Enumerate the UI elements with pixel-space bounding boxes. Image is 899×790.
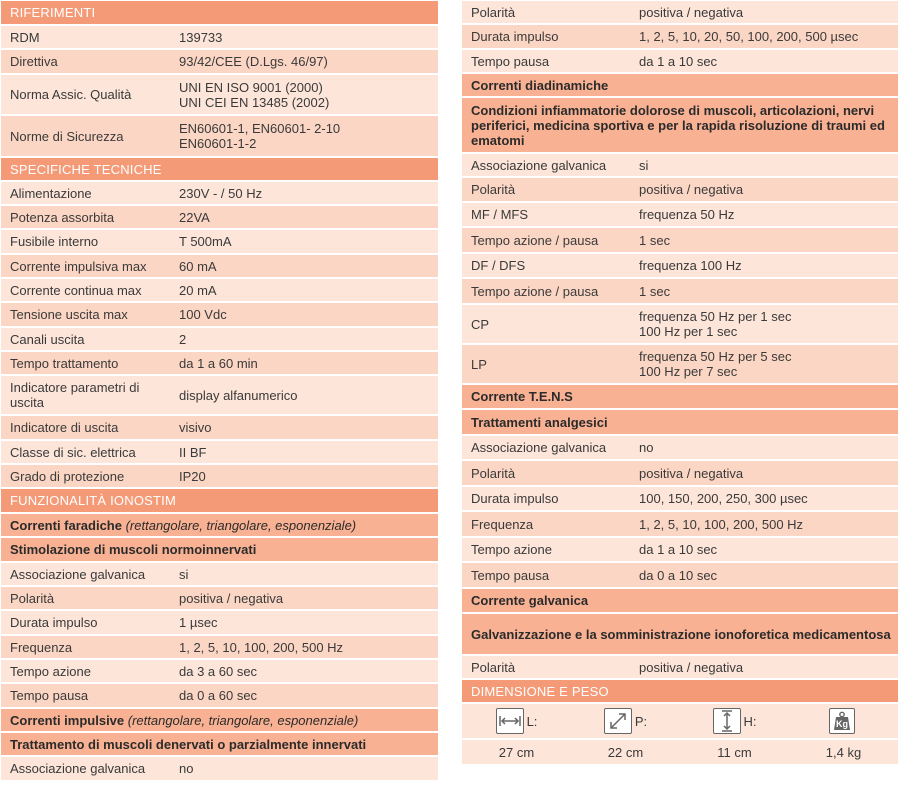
spec-value: 1, 2, 5, 10, 100, 200, 500 Hz [639, 516, 804, 532]
spec-label: RDM [10, 29, 40, 45]
spec-label: Grado di protezione [10, 468, 125, 484]
spec-row [462, 279, 898, 303]
spec-label: Tensione uscita max [10, 307, 128, 322]
spec-row [1, 206, 438, 228]
spec-row [462, 656, 898, 678]
subsection-text [10, 542, 256, 557]
dimension-cell [571, 704, 680, 738]
spec-value: si [639, 157, 649, 173]
spec-value: positiva / negativa [639, 465, 744, 481]
spec-value: da 0 a 60 sec [179, 688, 258, 703]
left-column [1, 1, 438, 782]
spec-label: Polarità [471, 4, 516, 20]
spec-label: Potenza assorbita [10, 209, 115, 225]
spec-label: Tempo pausa [471, 53, 550, 69]
spec-value: 100, 150, 200, 250, 300 µsec [639, 491, 808, 506]
dimension-value: 1,4 kg [825, 744, 862, 760]
subsection-title: Galvanizzazione e la somministrazione ionoforetica medicamentosa [471, 626, 891, 642]
spec-row [1, 376, 438, 414]
spec-value: 1 sec [639, 283, 671, 299]
spec-row [462, 178, 898, 201]
spec-label: Indicatore parametri di uscita [10, 380, 140, 410]
width-arrow-icon [496, 708, 524, 734]
spec-value: 139733 [179, 29, 223, 45]
spec-value: 60 mA [179, 258, 217, 274]
subsection-title: Corrente galvanica [471, 593, 589, 608]
spec-row [462, 563, 898, 587]
subsection-header [1, 538, 438, 561]
spec-label: Polarità [471, 659, 516, 675]
section-header: DIMENSIONE E PESO [462, 680, 898, 702]
spec-label: Fusibile interno [10, 234, 99, 249]
spec-row [1, 182, 438, 204]
spec-label: Polarità [10, 590, 55, 606]
dimension-values-row [462, 740, 898, 764]
spec-value: positiva / negativa [179, 590, 284, 606]
spec-label: Indicatore di uscita [10, 420, 119, 435]
spec-label: Tempo azione / pausa [471, 283, 599, 299]
spec-label: Associazione galvanica [10, 566, 146, 582]
spec-row [1, 757, 438, 780]
spec-value: frequenza 50 Hz per 1 sec 100 Hz per 1 sec [639, 309, 792, 339]
spec-label: Durata impulso [471, 491, 559, 506]
spec-row [1, 636, 438, 658]
spec-row [1, 230, 438, 253]
spec-label: Canali uscita [10, 331, 85, 347]
spec-value: da 1 a 60 min [179, 355, 258, 371]
subsection-title: Correnti faradiche [10, 517, 122, 533]
subsection-header [462, 98, 898, 152]
dimension-label: L: [526, 713, 538, 729]
spec-label: DF / DFS [471, 258, 526, 273]
height-arrow-icon [713, 708, 741, 734]
spec-value: 1, 2, 5, 10, 100, 200, 500 Hz [179, 639, 344, 655]
subsection-header [462, 589, 898, 612]
spec-value: da 3 a 60 sec [179, 663, 258, 679]
spec-row [1, 587, 438, 609]
spec-row [1, 303, 438, 326]
spec-row [1, 684, 438, 707]
spec-value: da 1 a 10 sec [639, 542, 718, 557]
spec-row [1, 465, 438, 487]
spec-value: 1 sec [639, 232, 671, 248]
spec-row [1, 26, 438, 48]
dimension-cell [789, 704, 898, 738]
subsection-text [471, 389, 573, 404]
spec-row [462, 254, 898, 277]
subsection-title: Corrente T.E.N.S [471, 389, 573, 404]
spec-row [1, 279, 438, 301]
spec-label: Direttiva [10, 54, 58, 69]
subsection-text [471, 415, 608, 430]
spec-value: IP20 [179, 468, 206, 484]
spec-value: da 1 a 10 sec [639, 53, 718, 69]
spec-label: Alimentazione [10, 185, 92, 201]
spec-label: Tempo azione [471, 542, 552, 557]
subsection-title: Trattamenti analgesici [471, 414, 608, 430]
subsection-title: Condizioni infiammatorie dolorose di muscoli, articolazioni, nervi periferici, medicina sportiva e per la rapida risoluzione di traumi ed ematomi [471, 102, 885, 148]
dimension-value: 22 cm [607, 744, 644, 760]
spec-label: Associazione galvanica [471, 440, 607, 455]
spec-row [462, 1, 898, 23]
dimension-label: P: [634, 713, 648, 729]
spec-row [462, 538, 898, 561]
spec-value: da 0 a 10 sec [639, 567, 718, 583]
spec-value: II BF [179, 444, 207, 460]
spec-label: Norma Assic. Qualità [10, 87, 132, 102]
subsection-header [1, 514, 438, 536]
spec-row [462, 487, 898, 510]
spec-label: Tempo trattamento [10, 355, 119, 371]
spec-row [462, 436, 898, 459]
spec-label: Durata impulso [471, 29, 559, 44]
spec-label: Tempo azione / pausa [471, 232, 599, 248]
dimension-icons-row [462, 704, 898, 738]
subsection-text [471, 78, 608, 93]
subsection-header [462, 74, 898, 96]
spec-value: T 500mA [179, 234, 232, 249]
spec-label: Associazione galvanica [471, 157, 607, 173]
subsection-text [10, 737, 366, 752]
spec-value: frequenza 50 Hz per 5 sec 100 Hz per 7 sec [639, 349, 792, 379]
spec-value: 2 [179, 331, 187, 347]
spec-row [462, 228, 898, 252]
subsection-text [10, 518, 356, 533]
dimension-value: 27 cm [498, 744, 535, 760]
spec-row [462, 203, 898, 226]
subsection-header [1, 733, 438, 755]
right-column [462, 1, 898, 764]
spec-row [1, 116, 438, 156]
spec-row [462, 305, 898, 343]
spec-value: positiva / negativa [639, 182, 744, 197]
spec-label: Classe di sic. elettrica [10, 444, 136, 460]
spec-row [1, 660, 438, 682]
spec-value: UNI EN ISO 9001 (2000) UNI CEI EN 13485 (2002) [179, 79, 330, 110]
section-header: RIFERIMENTI [1, 1, 438, 24]
spec-label: Tempo pausa [10, 688, 89, 703]
spec-value: 230V - / 50 Hz [179, 185, 263, 201]
spec-row [1, 50, 438, 73]
spec-label: Associazione galvanica [10, 761, 146, 776]
dimension-cell [462, 704, 571, 738]
spec-value: EN60601-1, EN60601- 2-10 EN60601-1-2 [179, 121, 341, 151]
spec-label: Tempo pausa [471, 567, 550, 583]
subsection-header [462, 385, 898, 408]
spec-label: Corrente impulsiva max [10, 258, 147, 274]
spec-row [462, 512, 898, 536]
subsection-text [471, 627, 891, 642]
spec-row [462, 50, 898, 72]
spec-value: 1 µsec [179, 615, 218, 630]
spec-label: Durata impulso [10, 615, 98, 630]
spec-label: LP [471, 356, 487, 372]
spec-row [1, 441, 438, 463]
spec-value: no [179, 761, 194, 776]
subsection-title: Trattamento di muscoli denervati o parzialmente innervati [10, 736, 367, 752]
subsection-note: (rettangolare, triangolare, esponenziale) [124, 712, 359, 728]
spec-label: Polarità [471, 465, 516, 481]
spec-value: 1, 2, 5, 10, 20, 50, 100, 200, 500 µsec [639, 29, 859, 44]
weight-icon [829, 708, 855, 734]
spec-label: Norme di Sicurezza [10, 128, 124, 144]
spec-row [462, 154, 898, 176]
spec-value: frequenza 50 Hz [639, 207, 735, 222]
spec-value: frequenza 100 Hz [639, 258, 742, 273]
spec-value: 22VA [179, 209, 210, 225]
spec-row [462, 345, 898, 383]
dimension-value: 11 cm [717, 744, 752, 760]
spec-row [1, 352, 438, 374]
spec-label: CP [471, 316, 490, 332]
spec-row [1, 563, 438, 585]
spec-label: Polarità [471, 182, 516, 197]
depth-arrow-icon [604, 708, 632, 734]
subsection-title: Stimolazione di muscoli normoinnervati [10, 542, 257, 557]
spec-value: 93/42/CEE (D.Lgs. 46/97) [179, 54, 328, 69]
spec-row [462, 25, 898, 48]
weight-label: Kg [836, 719, 848, 729]
dimension-cell [680, 704, 789, 738]
spec-row [1, 75, 438, 114]
subsection-header [462, 410, 898, 434]
section-header: FUNZIONALITÀ IONOSTIM [1, 489, 438, 512]
dimension-label: H: [743, 713, 757, 729]
spec-row [1, 611, 438, 634]
spec-value: si [179, 566, 189, 582]
spec-row [1, 416, 438, 439]
spec-row [462, 461, 898, 485]
spec-value: display alfanumerico [179, 387, 298, 403]
spec-label: Tempo azione [10, 663, 91, 679]
spec-label: MF / MFS [471, 207, 529, 222]
spec-value: no [639, 440, 654, 455]
spec-value: positiva / negativa [639, 659, 744, 675]
section-header: SPECIFICHE TECNICHE [1, 158, 438, 180]
spec-value: positiva / negativa [639, 4, 744, 20]
spec-row [1, 328, 438, 350]
subsection-header [462, 614, 898, 654]
subsection-title: Correnti impulsive [10, 712, 125, 728]
subsection-header [1, 709, 438, 731]
subsection-text [10, 713, 358, 728]
spec-value: visivo [179, 420, 212, 435]
subsection-text [471, 593, 588, 608]
spec-row [1, 255, 438, 277]
spec-label: Frequenza [10, 639, 73, 655]
subsection-note: (rettangolare, triangolare, esponenziale) [121, 517, 357, 533]
subsection-title: Correnti diadinamiche [471, 77, 609, 93]
spec-value: 20 mA [179, 282, 217, 298]
subsection-text [471, 103, 898, 148]
spec-label: Corrente continua max [10, 282, 142, 298]
spec-label: Frequenza [471, 516, 534, 532]
spec-value: 100 Vdc [179, 307, 227, 322]
